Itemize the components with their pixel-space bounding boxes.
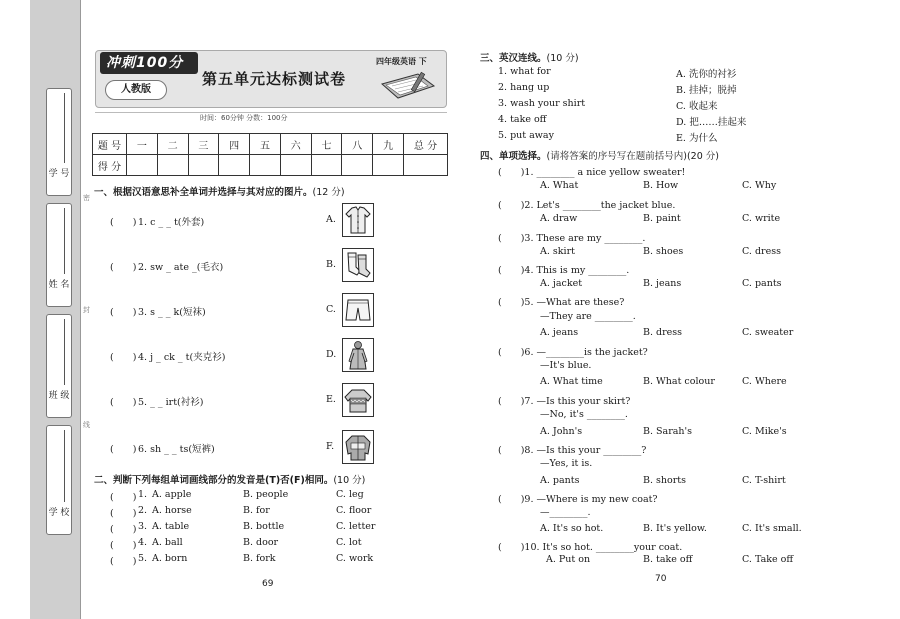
binding-divider [80, 0, 81, 619]
option-b: B. shoes [643, 246, 684, 257]
word-b: B. fork [243, 553, 276, 564]
score-blank [404, 155, 448, 176]
word-a: A. horse [152, 505, 192, 516]
option-b: B. It's yellow. [643, 523, 707, 534]
option-c: C. pants [742, 278, 782, 289]
section-4-points: (20 分) [686, 151, 719, 162]
item-text: 4. j _ ck _ t(夹克衫) [138, 352, 226, 363]
question-reply: —________. [540, 507, 591, 518]
word-b: B. people [243, 489, 289, 500]
question-stem: ( )8. —Is this your ________? [498, 445, 647, 456]
item-text: 5. _ _ irt(衬衫) [138, 397, 204, 408]
grade-label: 四年级英语 下 [376, 57, 427, 66]
item-number: 1. [138, 489, 148, 500]
page-title: 第五单元达标测试卷 [202, 70, 347, 88]
cut-mark-line: 线 [83, 421, 90, 429]
item-text: 3. s _ _ k(短袜) [138, 307, 206, 318]
match-left-item: 2. hang up [498, 82, 550, 93]
match-left-item: 4. take off [498, 114, 547, 125]
brand-logo: 冲刺100分 [100, 52, 198, 74]
answer-paren: ( ) [110, 540, 137, 551]
class-box [46, 314, 72, 418]
word-c: C. lot [336, 537, 362, 548]
match-right-item: E. 为什么 [676, 133, 718, 144]
option-a: A. It's so hot. [540, 523, 604, 534]
score-cell: 七 [311, 134, 342, 155]
sweater-icon [343, 384, 373, 416]
question-reply: —No, it's ________. [540, 409, 628, 420]
match-right-item: B. 挂掉；脱掉 [676, 85, 737, 96]
option-b: B. What colour [643, 376, 715, 387]
answer-paren: ( ) [110, 492, 137, 503]
section-2-title: 二、判断下列每组单词画线部分的发音是(T)否(F)相同。 [94, 475, 334, 486]
score-blank [280, 155, 311, 176]
option-c: C. write [742, 213, 781, 224]
match-left-item: 1. what for [498, 66, 551, 77]
option-letter: D. [326, 349, 337, 360]
question-stem: ( )10. It's so hot. ________your coat. [498, 542, 683, 553]
score-cell: 六 [280, 134, 311, 155]
score-cell: 三 [188, 134, 219, 155]
option-letter: F. [326, 441, 335, 452]
word-a: A. ball [152, 537, 183, 548]
score-cell: 题 号 [93, 134, 127, 155]
option-c: C. Take off [742, 554, 794, 565]
section-2-heading [94, 472, 365, 486]
question-stem: ( )6. —________is the jacket? [498, 347, 648, 358]
match-right-item: C. 收起来 [676, 101, 718, 112]
question-reply: —Yes, it is. [540, 458, 593, 469]
score-blank [250, 155, 281, 176]
question-stem: ( )2. Let's ________the jacket blue. [498, 200, 676, 211]
option-b: B. take off [643, 554, 693, 565]
item-text: 2. sw _ ate _(毛衣) [138, 262, 224, 273]
item-text: 6. sh _ _ ts(短裤) [138, 444, 215, 455]
option-c: C. T-shirt [742, 475, 786, 486]
answer-paren: ( ) [110, 508, 137, 519]
option-a: A. pants [540, 475, 580, 486]
score-cell: 二 [157, 134, 188, 155]
item-number: 4. [138, 537, 148, 548]
question-stem: ( )5. —What are these? [498, 297, 625, 308]
score-cell: 一 [127, 134, 158, 155]
jacket-icon [343, 431, 373, 463]
picture-e [342, 383, 374, 417]
class-label: 班 级 [48, 391, 70, 401]
option-c: C. Mike's [742, 426, 787, 437]
answer-paren: ( ) [110, 307, 137, 318]
answer-paren: ( ) [110, 217, 137, 228]
answer-paren: ( ) [110, 397, 137, 408]
match-right-item: A. 洗你的衬衫 [676, 69, 737, 80]
option-letter: B. [326, 259, 337, 270]
option-b: B. paint [643, 213, 681, 224]
section-1-points: (12 分) [312, 187, 345, 198]
section-4-title: 四、单项选择。 [480, 151, 547, 162]
student-number-blank [64, 93, 65, 163]
page-number-left: 69 [262, 579, 274, 589]
exam-timing: 时间：60分钟 分数：100分 [200, 114, 288, 122]
option-a: A. jacket [540, 278, 583, 289]
option-letter: E. [326, 394, 336, 405]
student-number-box [46, 88, 72, 196]
answer-paren: ( ) [110, 444, 137, 455]
score-blank [342, 155, 373, 176]
option-letter: C. [326, 304, 336, 315]
option-a: A. skirt [540, 246, 575, 257]
question-stem: ( )4. This is my ________. [498, 265, 630, 276]
picture-b [342, 248, 374, 282]
match-left-item: 3. wash your shirt [498, 98, 586, 109]
word-b: B. door [243, 537, 279, 548]
question-stem: ( )3. These are my ________. [498, 233, 646, 244]
word-c: C. work [336, 553, 374, 564]
item-number: 2. [138, 505, 148, 516]
score-table-header-row [93, 134, 448, 155]
score-blank [311, 155, 342, 176]
option-a: A. draw [540, 213, 578, 224]
option-a: A. John's [540, 426, 583, 437]
word-b: B. for [243, 505, 270, 516]
answer-paren: ( ) [110, 262, 137, 273]
option-letter: A. [326, 214, 336, 225]
option-a: A. jeans [540, 327, 579, 338]
section-1-title: 一、根据汉语意思补全单词并选择与其对应的图片。 [94, 187, 313, 198]
answer-paren: ( ) [110, 524, 137, 535]
edition-badge: 人教版 [105, 80, 167, 100]
option-b: B. dress [643, 327, 683, 338]
cut-mark-close: 封 [83, 306, 90, 314]
question-reply: —It's blue. [540, 360, 592, 371]
word-a: A. apple [152, 489, 192, 500]
score-blank [157, 155, 188, 176]
picture-f [342, 430, 374, 464]
picture-c [342, 293, 374, 327]
option-c: C. dress [742, 246, 781, 257]
score-cell: 总 分 [404, 134, 448, 155]
cut-mark-seal: 密 [83, 194, 90, 202]
item-number: 5. [138, 553, 148, 564]
page-number-right: 70 [655, 574, 667, 584]
word-a: A. born [152, 553, 188, 564]
school-label: 学 校 [48, 508, 70, 518]
score-table [92, 133, 448, 176]
section-3-points: (10 分) [546, 53, 579, 64]
option-c: C. sweater [742, 327, 794, 338]
option-b: B. Sarah's [643, 426, 693, 437]
word-c: C. floor [336, 505, 372, 516]
item-text: 1. c _ _ t(外套) [138, 217, 205, 228]
score-cell: 四 [219, 134, 250, 155]
score-blank [219, 155, 250, 176]
word-a: A. table [152, 521, 190, 532]
section-4-heading [480, 148, 719, 162]
option-c: C. It's small. [742, 523, 802, 534]
item-number: 3. [138, 521, 148, 532]
section-3-heading [480, 50, 579, 64]
score-cell: 九 [373, 134, 404, 155]
book-pencil-icon [378, 70, 438, 102]
section-1-heading [94, 184, 345, 198]
score-table-score-row [93, 155, 448, 176]
word-c: C. leg [336, 489, 364, 500]
option-a: A. Put on [546, 554, 591, 565]
school-blank [64, 430, 65, 502]
score-cell: 八 [342, 134, 373, 155]
option-a: A. What [540, 180, 579, 191]
option-c: C. Why [742, 180, 777, 191]
socks-icon [343, 249, 373, 281]
school-box [46, 425, 72, 535]
word-b: B. bottle [243, 521, 285, 532]
answer-paren: ( ) [110, 352, 137, 363]
coat-icon [343, 339, 373, 371]
word-c: C. letter [336, 521, 376, 532]
match-right-item: D. 把……挂起来 [676, 117, 747, 128]
score-blank [188, 155, 219, 176]
option-b: B. How [643, 180, 679, 191]
question-stem: ( )1. ________ a nice yellow sweater! [498, 167, 686, 178]
shirt-icon [343, 204, 373, 236]
student-number-label: 学 号 [48, 169, 70, 179]
question-stem: ( )9. —Where is my new coat? [498, 494, 658, 505]
section-4-note: (请将答案的序号写在题前括号内) [546, 151, 687, 162]
question-reply: —They are ________. [540, 311, 636, 322]
score-blank [373, 155, 404, 176]
student-name-box [46, 203, 72, 307]
shorts-icon [343, 294, 373, 326]
picture-d [342, 338, 374, 372]
class-blank [64, 319, 65, 385]
question-stem: ( )7. —Is this your skirt? [498, 396, 631, 407]
picture-a [342, 203, 374, 237]
option-c: C. Where [742, 376, 787, 387]
score-cell: 五 [250, 134, 281, 155]
section-3-title: 三、英汉连线。 [480, 53, 547, 64]
score-blank [127, 155, 158, 176]
option-b: B. jeans [643, 278, 682, 289]
option-a: A. What time [540, 376, 603, 387]
student-name-label: 姓 名 [48, 280, 70, 290]
score-row-label: 得 分 [93, 155, 127, 176]
section-2-points: (10 分) [333, 475, 366, 486]
option-b: B. shorts [643, 475, 686, 486]
match-left-item: 5. put away [498, 130, 554, 141]
student-name-blank [64, 208, 65, 274]
answer-paren: ( ) [110, 556, 137, 567]
